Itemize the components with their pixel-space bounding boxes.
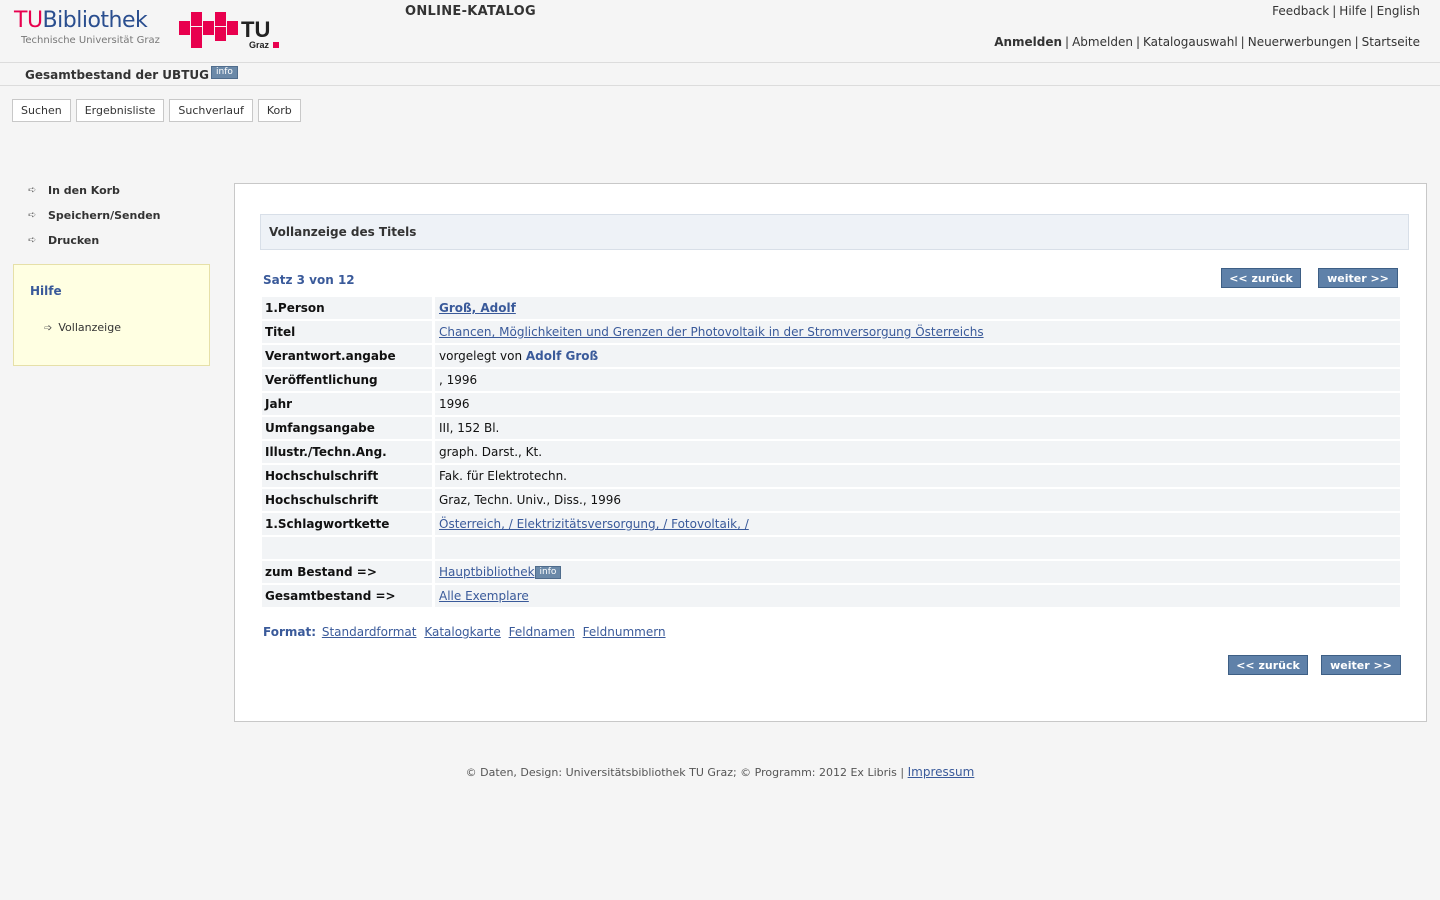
footer-text: © Daten, Design: Universitätsbibliothek TU Graz; © Programm: 2012 Ex Libris | (465, 766, 908, 779)
table-row (262, 417, 1400, 439)
field-value: Graz, Techn. Univ., Diss., 1996 (435, 489, 1400, 511)
tab-suchverlauf[interactable]: Suchverlauf (169, 99, 252, 122)
user-links (994, 35, 1420, 49)
tab-korb[interactable]: Korb (258, 99, 301, 122)
subject-link[interactable]: Österreich, / Elektrizitätsversorgung, / Fotovoltaik, / (439, 517, 749, 531)
help-title: Hilfe (30, 284, 62, 298)
anmelden-link[interactable]: Anmelden (994, 35, 1063, 49)
all-copies-link[interactable]: Alle Exemplare (439, 589, 529, 603)
table-row (262, 393, 1400, 415)
hilfe-link[interactable]: Hilfe (1339, 4, 1367, 18)
format-links (263, 625, 668, 639)
field-label: Illustr./Techn.Ang. (262, 441, 432, 463)
field-label: Jahr (262, 393, 432, 415)
table-row (262, 297, 1400, 319)
library-info-button[interactable]: info (211, 66, 238, 79)
neuerwerbungen-link[interactable]: Neuerwerbungen (1247, 35, 1352, 49)
feedback-link[interactable]: Feedback (1272, 4, 1330, 18)
resp-prefix: vorgelegt von (439, 349, 526, 363)
field-label: zum Bestand => (262, 561, 432, 583)
tab-ergebnisliste[interactable]: Ergebnisliste (76, 99, 165, 122)
sidebar-item-drucken[interactable] (13, 230, 210, 255)
sidebar-item-label: Speichern/Senden (48, 209, 161, 222)
table-row (262, 345, 1400, 367)
katalogauswahl-link[interactable]: Katalogauswahl (1142, 35, 1238, 49)
logo-prefix: TU (14, 8, 43, 33)
prev-record-button-bottom[interactable]: << zurück (1228, 655, 1308, 675)
sidebar-item-label: In den Korb (48, 184, 120, 197)
table-row (262, 513, 1400, 535)
field-value: 1996 (435, 393, 1400, 415)
tugraz-logo-sub: Graz (249, 40, 270, 50)
field-value (435, 561, 1400, 583)
tu-bibliothek-logo[interactable] (14, 8, 147, 33)
top-links (1272, 4, 1420, 18)
library-bar (0, 63, 1440, 86)
tab-suchen[interactable]: Suchen (12, 99, 71, 122)
catalog-title: ONLINE-KATALOG (405, 4, 536, 19)
title-link[interactable]: Chancen, Möglichkeiten und Grenzen der Photovoltaik in der Stromversorgung Österreichs (439, 325, 984, 339)
tugraz-logo-text: TU (241, 17, 271, 42)
field-label: 1.Schlagwortkette (262, 513, 432, 535)
impressum-link[interactable]: Impressum (907, 765, 975, 779)
field-value: , 1996 (435, 369, 1400, 391)
record-count: Satz 3 von 12 (263, 273, 355, 287)
holdings-link[interactable]: Hauptbibliothek (439, 565, 535, 579)
startseite-link[interactable]: Startseite (1361, 35, 1420, 49)
holdings-info-button[interactable]: info (535, 566, 562, 579)
separator: | (1369, 4, 1374, 18)
abmelden-link[interactable]: Abmelden (1072, 35, 1133, 49)
field-label: Titel (262, 321, 432, 343)
field-label: Hochschulschrift (262, 489, 432, 511)
field-value (435, 297, 1400, 319)
format-katalogkarte-link[interactable]: Katalogkarte (424, 625, 501, 639)
sidebar-item-label: Drucken (48, 234, 100, 247)
format-standardformat-link[interactable]: Standardformat (321, 625, 417, 639)
separator: | (1135, 35, 1140, 49)
table-row (262, 441, 1400, 463)
separator: | (1065, 35, 1070, 49)
field-value: III, 152 Bl. (435, 417, 1400, 439)
library-name: Gesamtbestand der UBTUG (25, 68, 209, 82)
record-details (262, 297, 1400, 609)
english-link[interactable]: English (1376, 4, 1420, 18)
table-row (262, 489, 1400, 511)
field-value-empty (435, 537, 1400, 559)
arrow-right-icon: ➪ (28, 210, 37, 221)
field-label: Veröffentlichung (262, 369, 432, 391)
table-row (262, 561, 1400, 583)
format-feldnamen-link[interactable]: Feldnamen (508, 625, 575, 639)
separator: | (1354, 35, 1359, 49)
separator: | (1240, 35, 1245, 49)
logo-text: Bibliothek (42, 8, 148, 33)
field-value (435, 345, 1400, 367)
help-box (13, 264, 210, 366)
arrow-right-icon: ➪ (28, 235, 37, 246)
field-value (435, 585, 1400, 607)
field-label: Umfangsangabe (262, 417, 432, 439)
table-row (262, 537, 1400, 559)
header (0, 0, 1440, 63)
main-panel (234, 183, 1427, 722)
sidebar-item-speichern-senden[interactable] (13, 205, 210, 230)
table-row (262, 321, 1400, 343)
footer (0, 765, 1440, 779)
field-value: graph. Darst., Kt. (435, 441, 1400, 463)
field-label: Verantwort.angabe (262, 345, 432, 367)
field-label: Hochschulschrift (262, 465, 432, 487)
field-label: 1.Person (262, 297, 432, 319)
field-label: Gesamtbestand => (262, 585, 432, 607)
next-record-button-bottom[interactable]: weiter >> (1321, 655, 1401, 675)
sidebar-item-in-den-korb[interactable] (13, 180, 210, 205)
field-value (435, 321, 1400, 343)
table-row (262, 369, 1400, 391)
next-record-button[interactable]: weiter >> (1318, 268, 1398, 288)
arrow-right-icon: ➩ (44, 323, 53, 334)
person-link[interactable]: Groß, Adolf (439, 301, 516, 315)
help-link-vollanzeige[interactable] (44, 321, 121, 334)
prev-record-button[interactable]: << zurück (1221, 268, 1301, 288)
separator: | (1332, 4, 1337, 18)
format-feldnummern-link[interactable]: Feldnummern (582, 625, 666, 639)
main-tabs (12, 99, 301, 122)
field-label-empty (262, 537, 432, 559)
format-label: Format: (263, 625, 317, 639)
sidebar (13, 180, 210, 334)
logo-subtitle: Technische Universität Graz (21, 35, 160, 46)
resp-name: Adolf Groß (525, 349, 599, 363)
tu-graz-logo[interactable] (179, 11, 282, 51)
field-value: Fak. für Elektrotechn. (435, 465, 1400, 487)
field-value (435, 513, 1400, 535)
help-link-label: Vollanzeige (58, 321, 121, 334)
table-row (262, 585, 1400, 607)
table-row (262, 465, 1400, 487)
page-title: Vollanzeige des Titels (260, 214, 1409, 250)
arrow-right-icon: ➪ (28, 185, 37, 196)
